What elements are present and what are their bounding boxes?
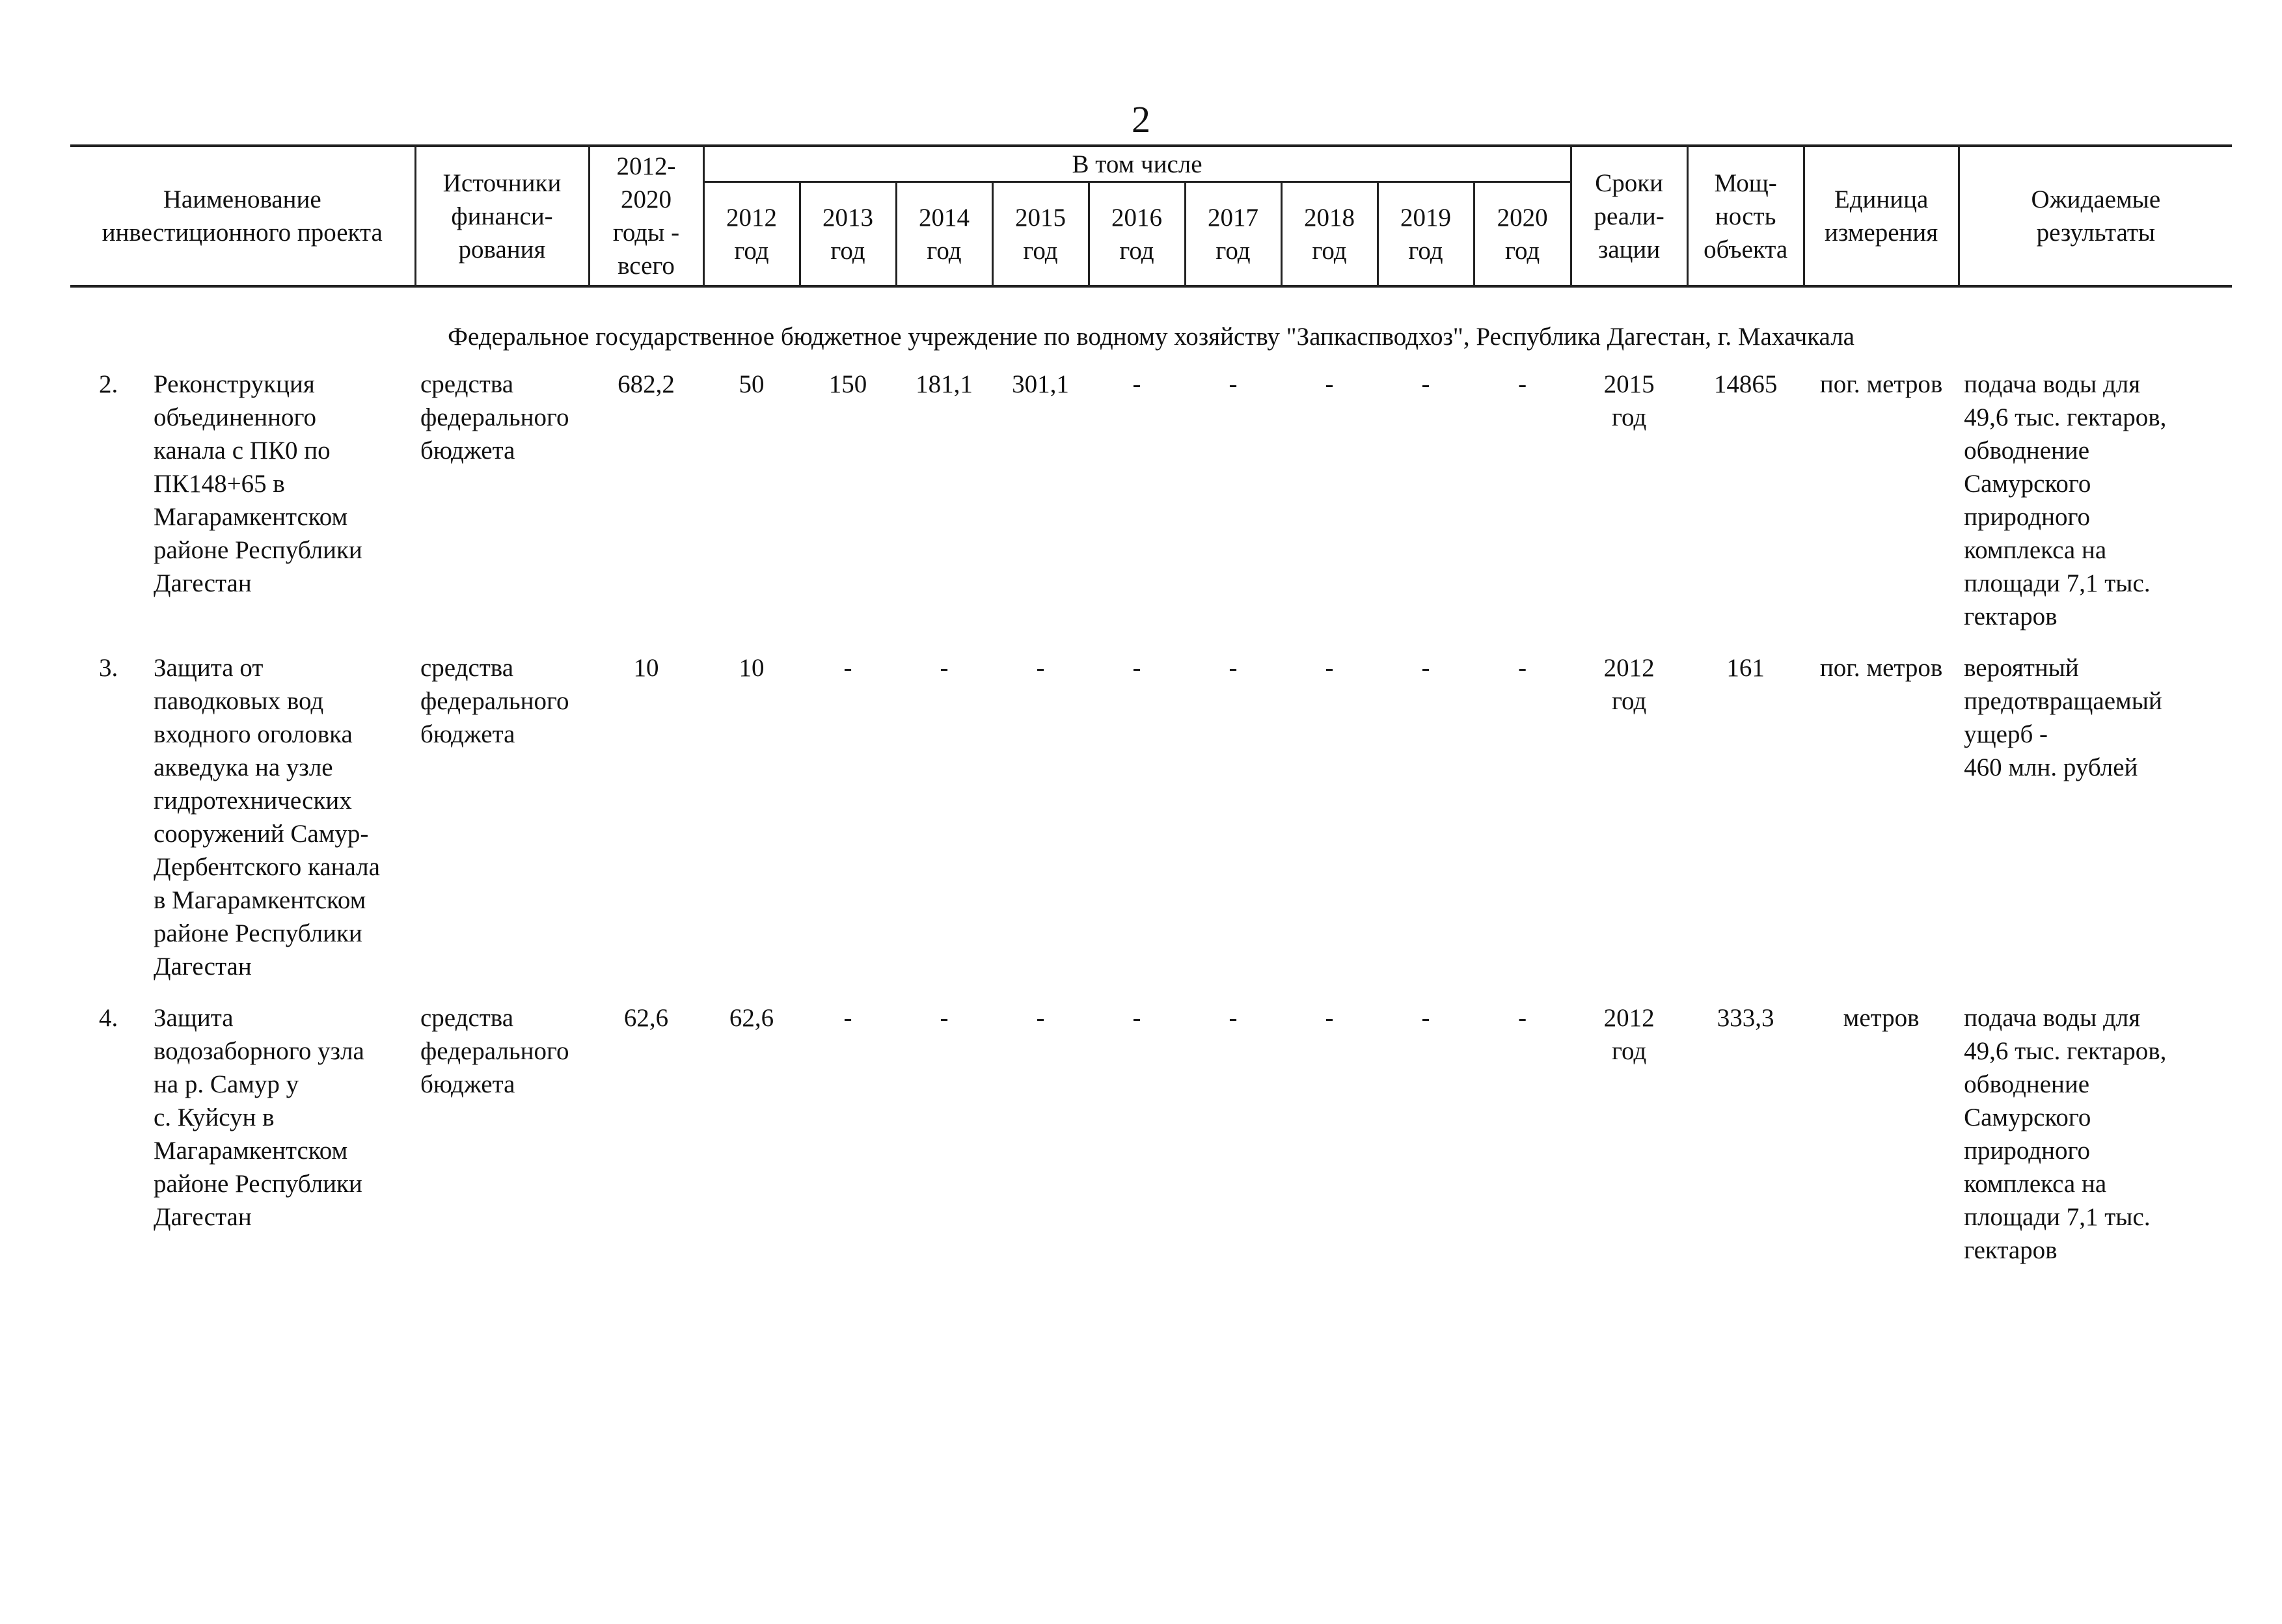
year-value-cell: 301,1 (1012, 370, 1069, 398)
header-year: 2017 год (1185, 182, 1281, 287)
year-value-cell: - (1132, 370, 1141, 398)
results-cell: подача воды для 49,6 тыс. гектаров, обводнение Самурского природного комплекса на площади 7,1 тыс. гектаров (1964, 370, 2167, 630)
project-name: Реконструкция объединенного канала с ПК0 по ПК148+65 в Магарамкентском районе Республики Дагестан (154, 370, 362, 597)
header-total: 2012- 2020 годы - всего (589, 146, 703, 286)
results-cell: вероятный предотвращаемый ущерб - 460 млн. рублей (1964, 654, 2162, 781)
year-value-cell: 10 (739, 654, 765, 682)
year-value-cell: - (940, 654, 949, 682)
header-year: 2013 год (800, 182, 896, 287)
project-name: Защита от паводковых вод входного оголовка акведука на узле гидротехнических сооружений Самур- Дербентского канала в Магарамкентском районе Республики Дагестан (154, 654, 380, 981)
year-value-cell: - (1229, 370, 1238, 398)
year-value-cell: - (1132, 1004, 1141, 1032)
year-value-cell: - (1518, 654, 1527, 682)
funding-source-cell: средства федерального бюджета (420, 654, 569, 748)
year-value-cell: - (1325, 1004, 1334, 1032)
year-value-cell: - (1229, 1004, 1238, 1032)
year-value-cell: - (1421, 1004, 1430, 1032)
header-year: 2014 год (896, 182, 992, 287)
header-unit: Единица измерения (1804, 146, 1959, 286)
terms-cell: 2012 год (1603, 654, 1655, 715)
year-value-cell: - (1036, 654, 1045, 682)
header-name: Наименование инвестиционного проекта (70, 146, 415, 286)
capacity-cell: 161 (1726, 654, 1765, 682)
page-number: 2 (1132, 98, 1150, 141)
total-cell: 62,6 (623, 1004, 669, 1032)
results-cell: подача воды для 49,6 тыс. гектаров, обводнение Самурского природного комплекса на площади 7,1 тыс. гектаров (1964, 1004, 2167, 1264)
header-year: 2019 год (1378, 182, 1474, 287)
header-year: 2012 год (703, 182, 800, 287)
year-value-cell: - (1518, 1004, 1527, 1032)
year-value-cell: - (843, 1004, 852, 1032)
project-name-cell (70, 651, 415, 1001)
year-value-cell: - (1132, 654, 1141, 682)
row-number: 3. (99, 654, 118, 682)
year-value-cell: - (1421, 370, 1430, 398)
year-value-cell: - (1325, 654, 1334, 682)
header-capacity: Мощ- ность объекта (1687, 146, 1804, 286)
terms-cell: 2012 год (1603, 1004, 1655, 1065)
unit-cell: пог. метров (1819, 370, 1943, 398)
header-source: Источники финанси- рования (415, 146, 589, 286)
terms-cell: 2015 год (1603, 370, 1655, 431)
investment-table (70, 144, 2232, 1285)
header-results: Ожидаемые результаты (1959, 146, 2232, 286)
capacity-cell: 14865 (1713, 370, 1778, 398)
organization-heading: Федеральное государственное бюджетное учреждение по водному хозяйству "Запкаспводхоз", Республика Дагестан, г. Махачкала (448, 323, 1854, 351)
header-year: 2020 год (1474, 182, 1571, 287)
unit-cell: пог. метров (1819, 654, 1943, 682)
total-cell: 10 (633, 654, 659, 682)
header-year: 2016 год (1089, 182, 1185, 287)
project-name-cell (70, 1001, 415, 1285)
funding-source-cell: средства федерального бюджета (420, 370, 569, 465)
row-number: 2. (99, 370, 118, 398)
table-row (70, 651, 2232, 1001)
row-number: 4. (99, 1004, 118, 1032)
year-value-cell: 181,1 (916, 370, 973, 398)
funding-source-cell: средства федерального бюджета (420, 1004, 569, 1098)
year-value-cell: - (1325, 370, 1334, 398)
header-including: В том числе (703, 146, 1571, 182)
header-year: 2015 год (992, 182, 1089, 287)
header-year: 2018 год (1281, 182, 1378, 287)
table-row (70, 1001, 2232, 1285)
year-value-cell: - (940, 1004, 949, 1032)
capacity-cell: 333,3 (1717, 1004, 1774, 1032)
year-value-cell: 62,6 (729, 1004, 774, 1032)
project-name-cell (70, 368, 415, 651)
year-value-cell: - (1421, 654, 1430, 682)
year-value-cell: 150 (828, 370, 867, 398)
unit-cell: метров (1843, 1004, 1920, 1032)
year-value-cell: - (1518, 370, 1527, 398)
year-value-cell: - (1036, 1004, 1045, 1032)
total-cell: 682,2 (618, 370, 675, 398)
header-terms: Сроки реали- зации (1571, 146, 1687, 286)
year-value-cell: 50 (739, 370, 765, 398)
table-row (70, 368, 2232, 651)
project-name: Защита водозаборного узла на р. Самур у с. Куйсун в Магарамкентском районе Республики Дагестан (154, 1004, 364, 1231)
year-value-cell: - (843, 654, 852, 682)
year-value-cell: - (1229, 654, 1238, 682)
